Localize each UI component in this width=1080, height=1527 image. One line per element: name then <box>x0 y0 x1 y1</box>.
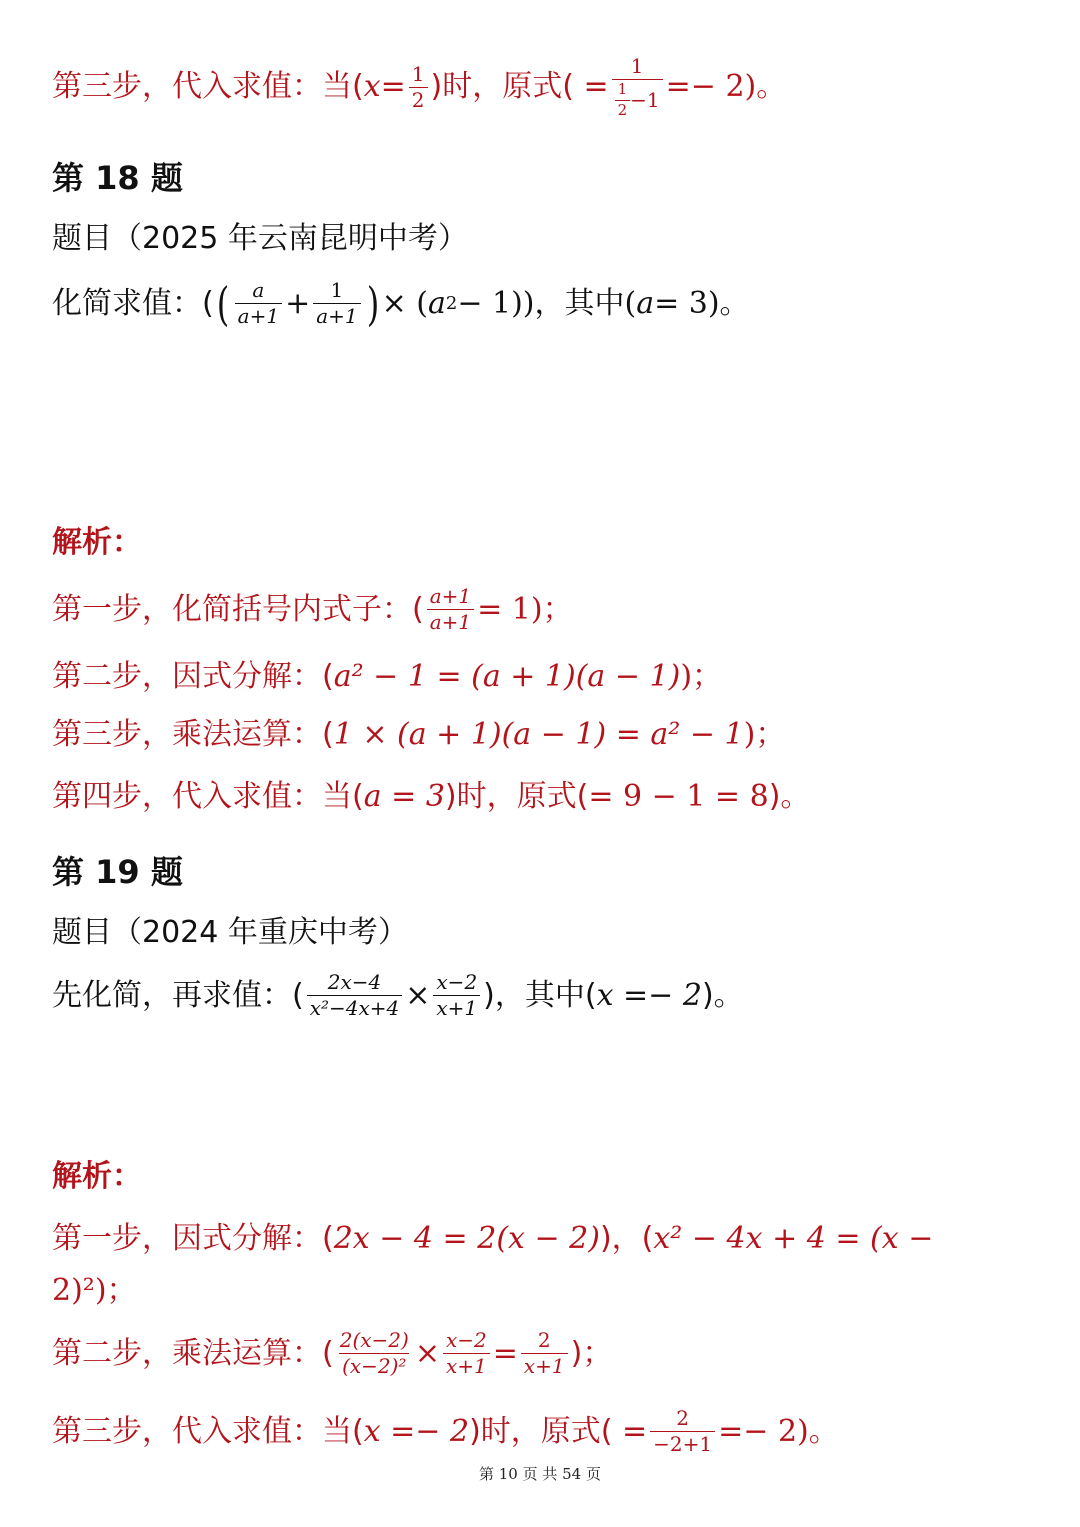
q18-problem: 化简求值：( ( $\frac{a}{a+1}$ + $\frac{1}{a+1}$ ) × ( a 2 − 1))，其中( a = 3)。 <box>52 276 750 331</box>
q18-step3: 第三步，乘法运算：( 1 × (a + 1)(a − 1) = a² − 1 )； <box>52 717 786 752</box>
analysis-label-18: 解析： <box>52 525 142 560</box>
q19-problem: 先化简，再求值：( $\frac{2x-4}{\text{x²−4x+4}}$ × $\frac{x-2}{x+1}$ )，其中( x =− 2 )。 <box>52 970 744 1020</box>
fraction: $\frac{1}{2}$ <box>409 64 428 111</box>
analysis-label-19: 解析： <box>52 1159 142 1194</box>
q17-step3: 第三步，代入求值：当( x = $\frac{1}{2}$ )时，原式( = 1 $\frac{1}{2}$ −1 =− 2)。 <box>52 54 787 119</box>
question-source-18: 题目（2025 年云南昆明中考） <box>52 221 468 256</box>
question-heading-19: 第 19 题 <box>52 853 183 891</box>
q19-step3: 第三步，代入求值：当( x =− 2 )时，原式( = $\frac{2}{-2+1}$ =− 2)。 <box>52 1406 839 1456</box>
q18-step2: 第二步，因式分解：( a² − 1 = (a + 1)(a − 1) )； <box>52 659 723 694</box>
question-heading-18: 第 18 题 <box>52 159 183 197</box>
page-footer: 第 10 页 共 54 页 <box>478 1465 601 1483</box>
q19-step2: 第二步，乘法运算：( $\frac{2(x-2)}{\text{(x−2)²}}$ × $\frac{x-2}{x+1}$ = $\frac{2}{x+1}$ )； <box>52 1328 613 1378</box>
nested-fraction: 1 $\frac{1}{2}$ −1 <box>612 56 663 119</box>
q18-step4: 第四步，代入求值：当( a = 3 )时，原式( = 9 − 1 = 8 )。 <box>52 779 811 814</box>
q18-step1: 第一步，化简括号内式子：( $\frac{a+1}{a+1}$ = 1)； <box>52 584 573 634</box>
q19-step1-continued: 2)²)； <box>52 1273 137 1308</box>
q19-step1: 第一步，因式分解：( 2x − 4 = 2(x − 2) )，( x² − 4x + 4 = (x − <box>52 1221 934 1256</box>
question-source-19: 题目（2024 年重庆中考） <box>52 915 408 950</box>
step-label: 第三步，代入求值：当( <box>52 69 364 105</box>
